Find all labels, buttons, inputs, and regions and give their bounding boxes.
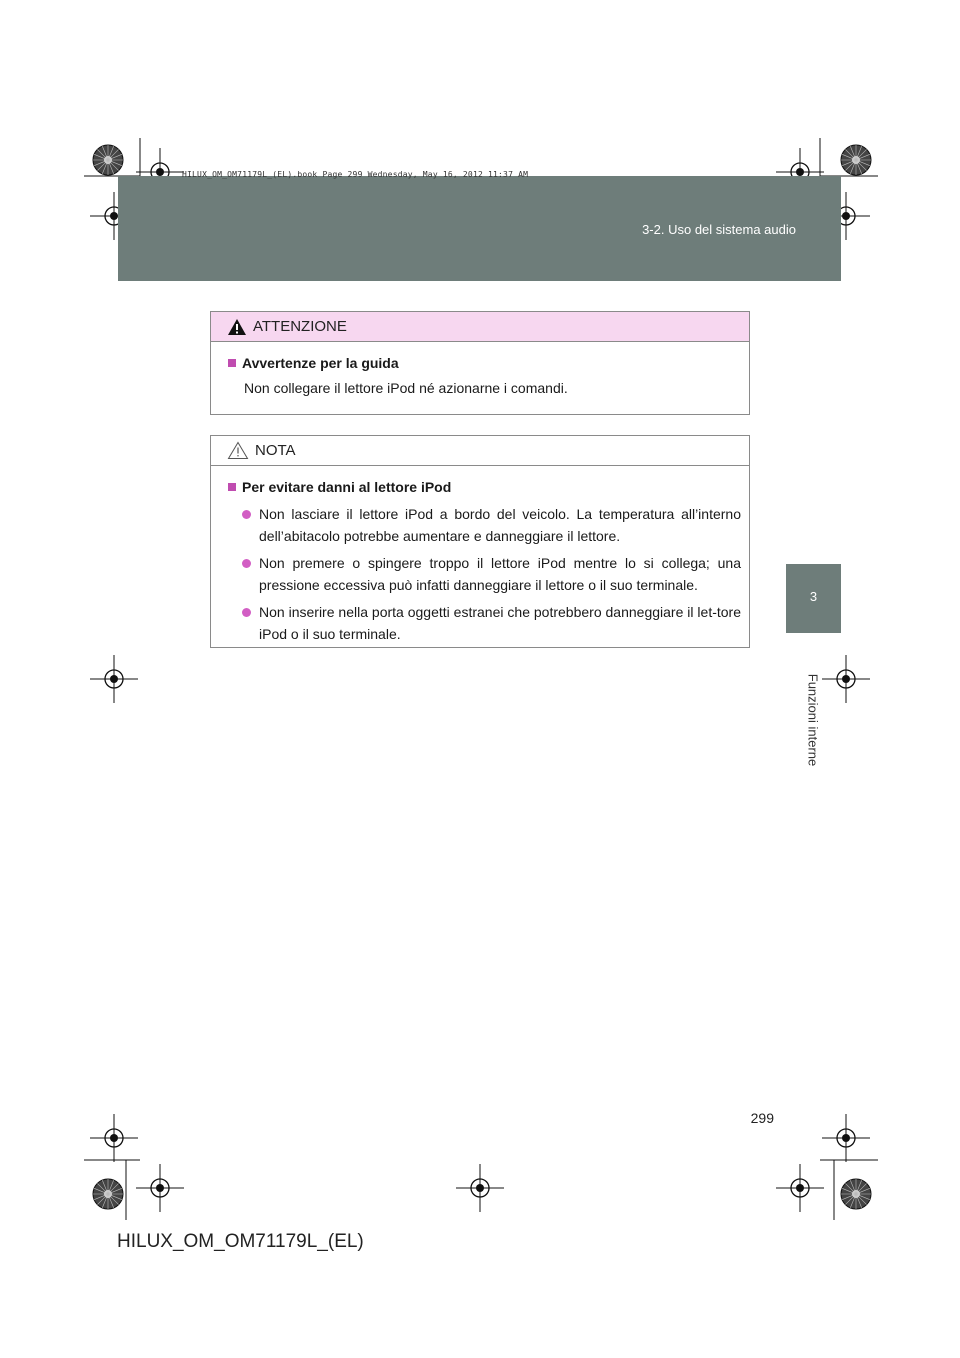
warning-header <box>211 312 749 342</box>
chapter-label: Funzioni interne <box>805 673 821 767</box>
list-item <box>228 503 741 547</box>
chapter-tab <box>786 564 841 633</box>
book-stamp: HILUX_OM_OM71179L_(EL).book Page 299 Wednesday, May 16, 2012 11:37 AM <box>182 170 529 179</box>
document-code: HILUX_OM_OM71179L_(EL) <box>117 1231 364 1252</box>
warning-section-title <box>228 352 741 374</box>
note-body <box>211 466 749 645</box>
warning-label: ATTENZIONE <box>253 318 347 335</box>
warning-text: Non collegare il lettore iPod né azionarne i comandi. <box>244 380 568 396</box>
list-item-text: Non lasciare il lettore iPod a bordo del veicolo. La temperatura all’interno dell’abitacolo potrebbe aumentare e danneggiare il lettore. <box>259 506 741 544</box>
page-number: 299 <box>750 1110 774 1126</box>
warning-body <box>211 342 749 399</box>
caution-triangle-icon <box>227 441 249 460</box>
note-box <box>210 435 750 648</box>
square-bullet-icon <box>228 483 236 491</box>
square-bullet-icon <box>228 359 236 367</box>
section-running-head: 3-2. Uso del sistema audio <box>642 222 796 237</box>
note-header <box>211 436 749 466</box>
note-label: NOTA <box>255 442 296 459</box>
warning-section-title-text: Avvertenze per la guida <box>242 355 399 371</box>
note-section-title <box>228 476 741 498</box>
circle-bullet-icon <box>242 608 251 617</box>
list-item-text: Non premere o spingere troppo il lettore iPod mentre lo si collega; una pressione eccessiva può infatti danneggiare il lettore o il suo terminale. <box>259 555 741 593</box>
list-item-text: Non inserire nella porta oggetti estranei che potrebbero danneggiare il let-tore iPod o il suo terminale. <box>259 604 741 642</box>
note-section-title-text: Per evitare danni al lettore iPod <box>242 479 452 495</box>
circle-bullet-icon <box>242 510 251 519</box>
circle-bullet-icon <box>242 559 251 568</box>
list-item <box>228 552 741 596</box>
list-item <box>228 601 741 645</box>
warning-box <box>210 311 750 415</box>
chapter-number: 3 <box>809 589 818 604</box>
warning-triangle-icon <box>227 318 247 336</box>
